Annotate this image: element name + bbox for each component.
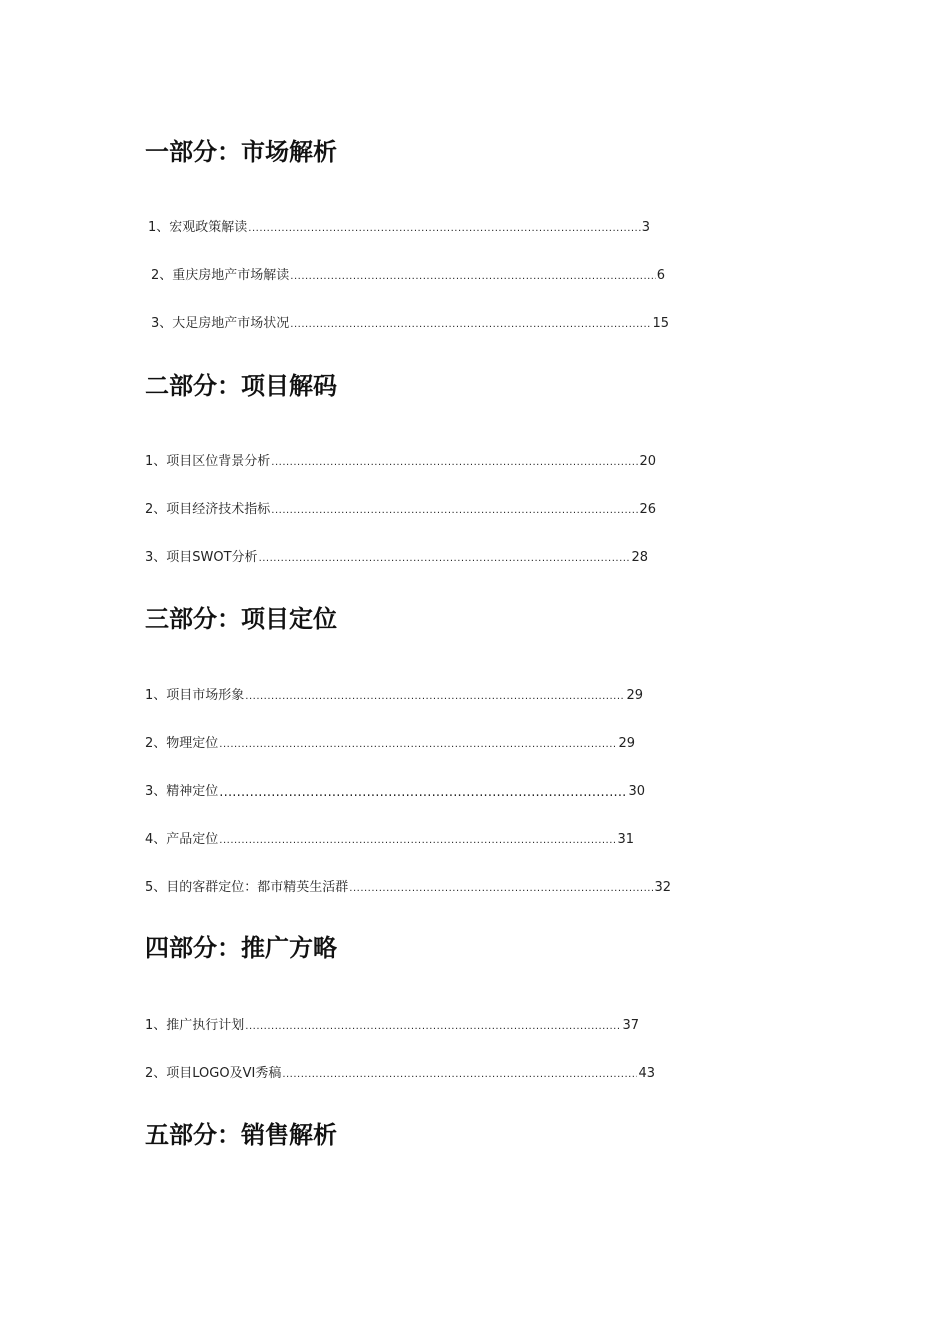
toc-entry[interactable]: [148, 219, 650, 237]
toc-leader-dots: [271, 503, 638, 519]
toc-leader-dots: [245, 1019, 621, 1035]
toc-entry[interactable]: [145, 879, 671, 897]
toc-entry[interactable]: [145, 831, 634, 849]
toc-entry-text: 5、目的客群定位：都市精英生活群: [145, 880, 349, 895]
section-heading-promotion-strategy: 四部分：推广方略: [145, 934, 337, 962]
section-heading-sales-analysis: 五部分：销售解析: [145, 1121, 337, 1149]
toc-page-number: 29: [626, 688, 643, 703]
toc-entry-text: 2、项目经济技术指标: [145, 502, 271, 517]
toc-entry[interactable]: [145, 783, 645, 801]
toc-entry[interactable]: [145, 549, 648, 567]
toc-entry-text: 2、项目LOGO及VI秀稿: [145, 1066, 282, 1081]
toc-leader-dots: [219, 833, 616, 849]
toc-entry[interactable]: [145, 735, 635, 753]
toc-page-number: 37: [622, 1018, 639, 1033]
toc-entry[interactable]: [145, 501, 656, 519]
toc-leader-dots: [290, 269, 655, 285]
toc-entry-text: 1、项目市场形象: [145, 688, 245, 703]
toc-entry-text: 4、产品定位: [145, 832, 219, 847]
toc-entry[interactable]: [145, 687, 643, 705]
toc-entry[interactable]: [145, 1065, 655, 1083]
toc-leader-dots: [259, 551, 631, 567]
toc-entry-text: 2、重庆房地产市场解读: [151, 268, 290, 283]
toc-leader-dots: [219, 785, 627, 801]
toc-page-number: 29: [618, 736, 635, 751]
toc-page-number: 32: [654, 880, 671, 895]
toc-page-number: 43: [638, 1066, 655, 1081]
section-heading-market-analysis: 一部分：市场解析: [145, 138, 337, 166]
toc-entry[interactable]: [145, 1017, 639, 1035]
toc-page-number: 30: [628, 784, 645, 799]
toc-leader-dots: [290, 317, 651, 333]
toc-entry-text: 3、项目SWOT分析: [145, 550, 258, 565]
toc-entry-text: 3、精神定位: [145, 784, 219, 799]
toc-entry[interactable]: [151, 315, 669, 333]
toc-entry[interactable]: [151, 267, 665, 285]
toc-page-number: 6: [656, 268, 665, 283]
toc-entry-text: 1、宏观政策解读: [148, 220, 248, 235]
toc-page-number: 31: [617, 832, 634, 847]
toc-entry-text: 1、推广执行计划: [145, 1018, 245, 1033]
toc-entry-text: 1、项目区位背景分析: [145, 454, 271, 469]
toc-leader-dots: [248, 221, 640, 237]
toc-entry-text: 3、大足房地产市场状况: [151, 316, 290, 331]
toc-page-number: 3: [641, 220, 650, 235]
toc-page-number: 26: [639, 502, 656, 517]
toc-leader-dots: [245, 689, 625, 705]
section-heading-project-positioning: 三部分：项目定位: [145, 605, 337, 633]
section-heading-project-decode: 二部分：项目解码: [145, 372, 337, 400]
toc-page-number: 20: [639, 454, 656, 469]
toc-leader-dots: [282, 1067, 637, 1083]
toc-leader-dots: [271, 455, 638, 471]
toc-entry-text: 2、物理定位: [145, 736, 219, 751]
toc-entry[interactable]: [145, 453, 656, 471]
toc-page-number: 28: [631, 550, 648, 565]
toc-leader-dots: [219, 737, 617, 753]
toc-leader-dots: [349, 881, 653, 897]
toc-page-number: 15: [652, 316, 669, 331]
